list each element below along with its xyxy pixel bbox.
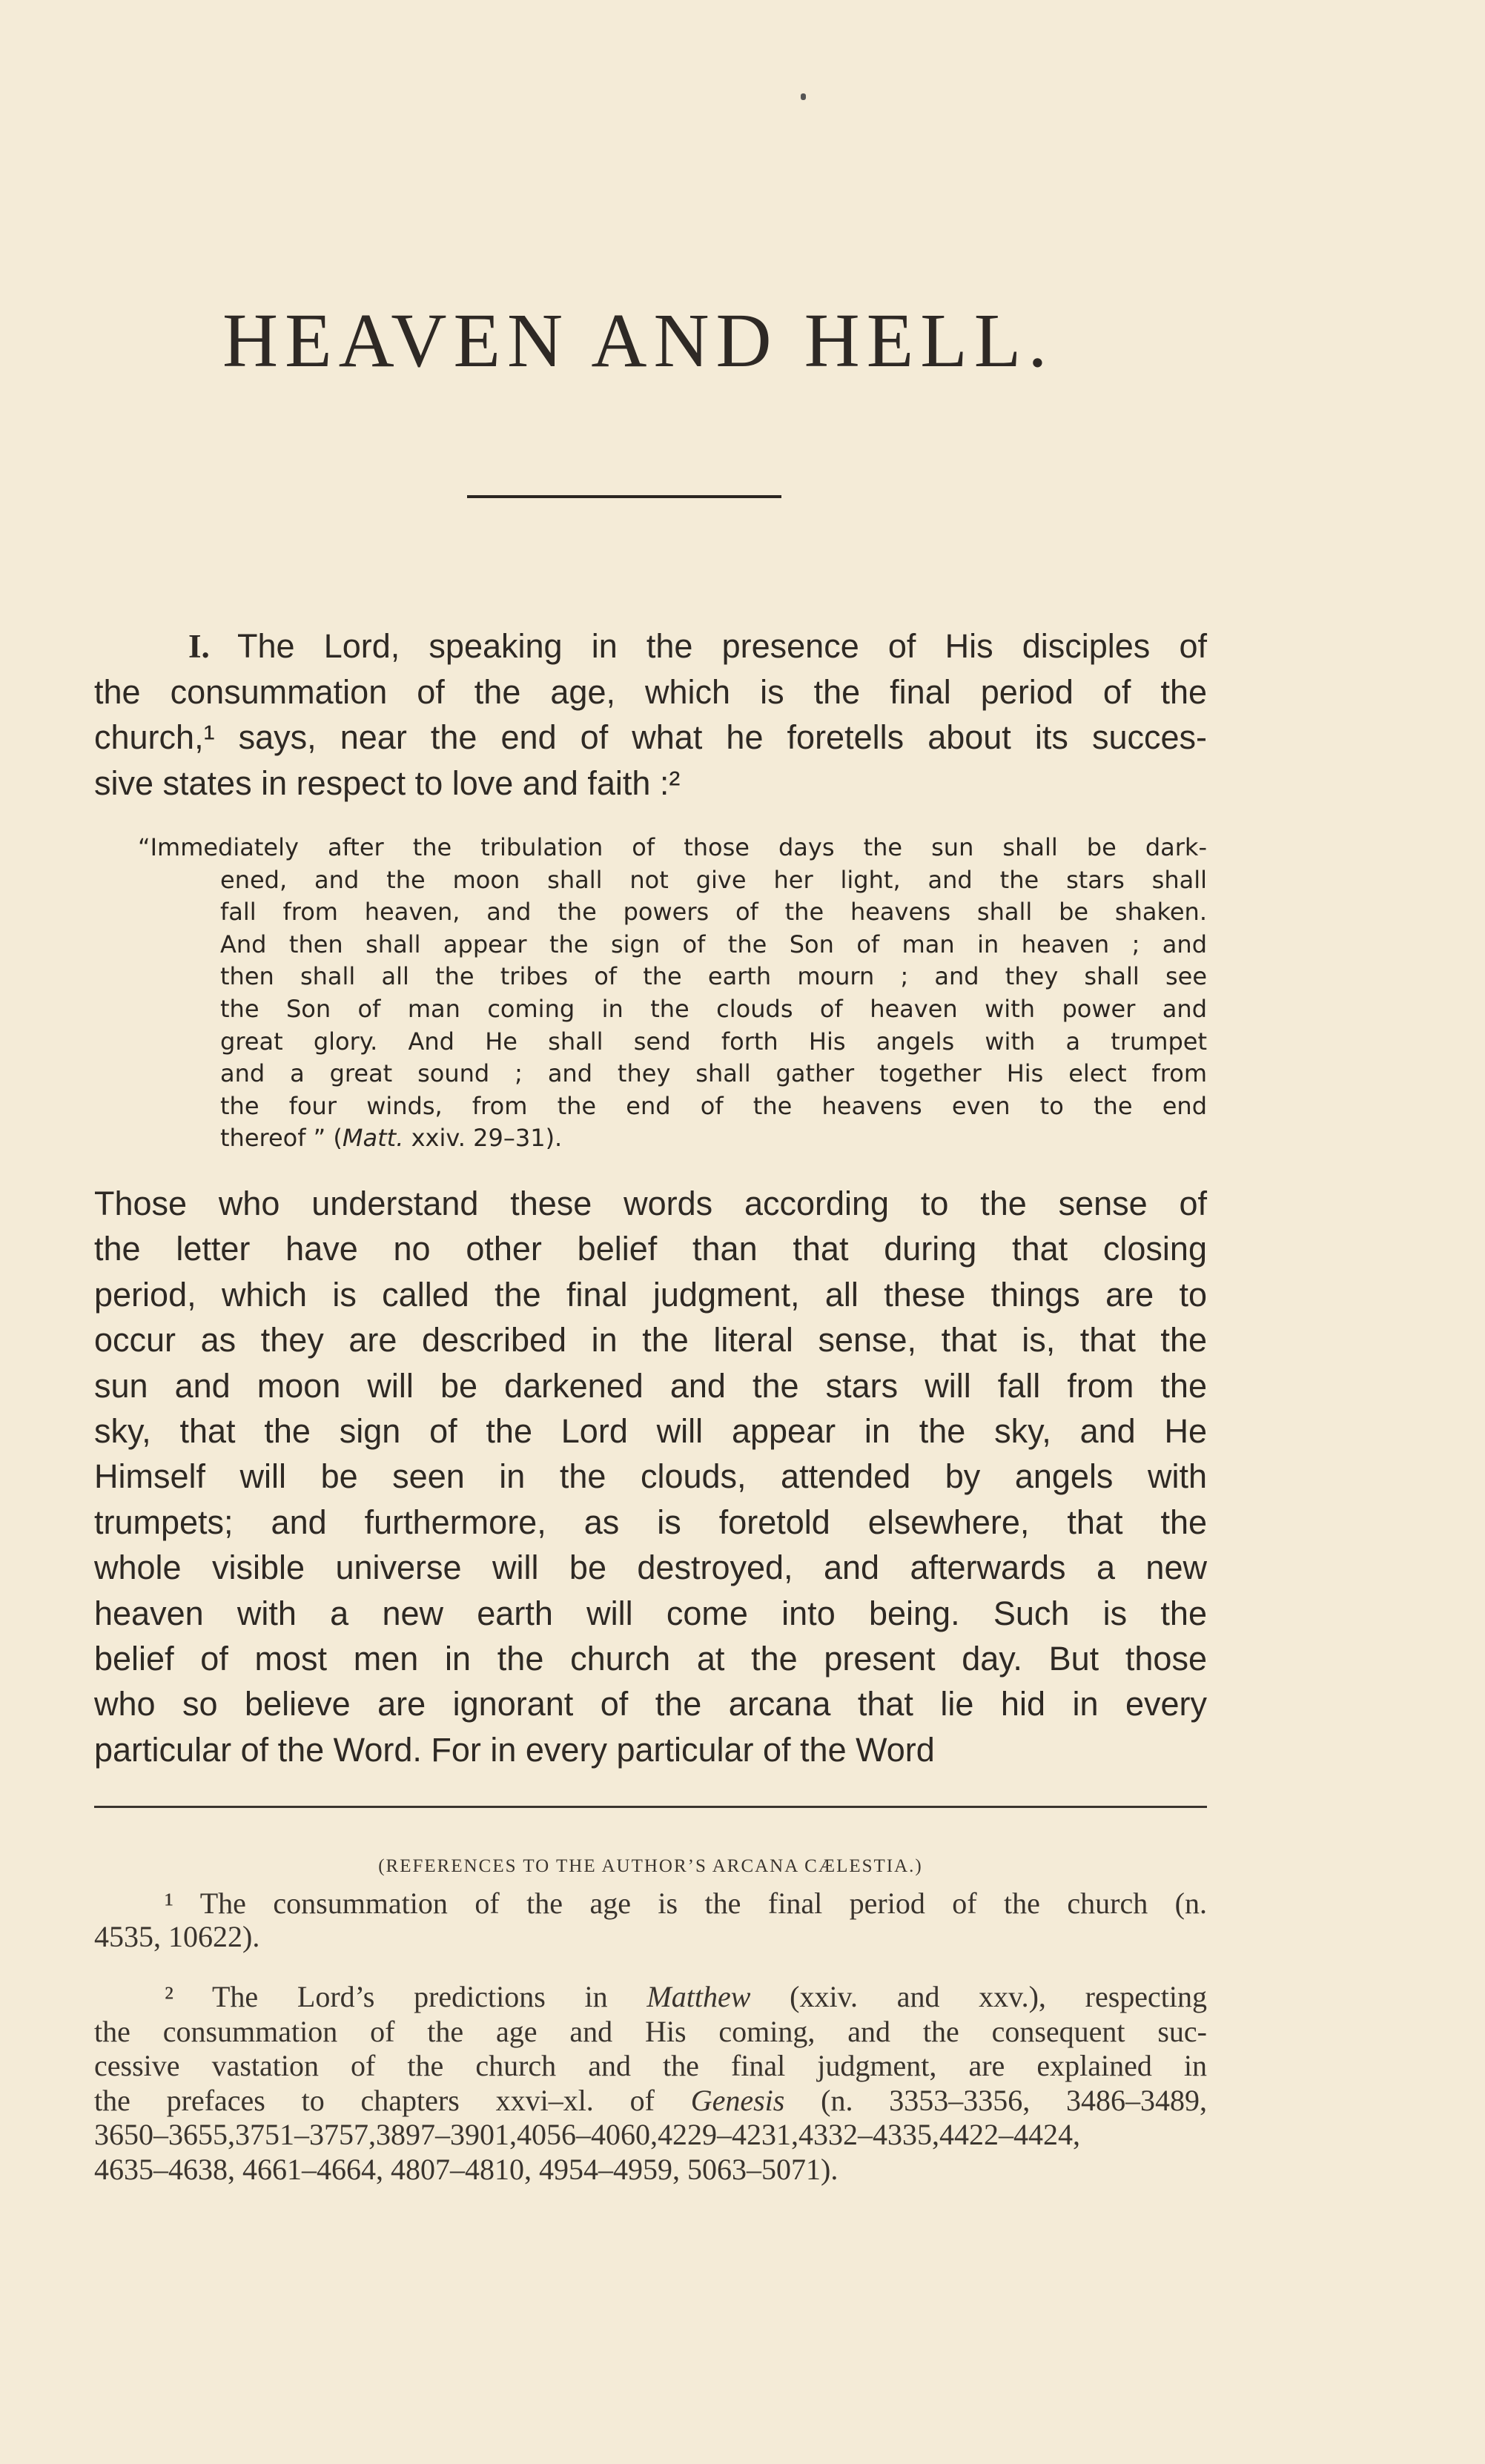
text-line: fall from heaven, and the powers of the heavens shall be shaken. (220, 898, 1207, 927)
italic-text: Matt. (342, 1124, 404, 1153)
text-line: and a great sound ; and they shall gather together His elect from (220, 1059, 1207, 1088)
scan-speck (801, 93, 806, 100)
text-line: the Son of man coming in the clouds of heaven with power and (220, 995, 1207, 1023)
text-line: cessive vastation of the church and the final judgment, are explained in (94, 2049, 1207, 2082)
text-line: who so believe are ignorant of the arcana that lie hid in every (94, 1685, 1207, 1723)
text-line: whole visible universe will be destroyed, and afterwards a new (94, 1549, 1207, 1587)
text-line: trumpets; and furthermore, as is foretold elsewhere, that the (94, 1503, 1207, 1541)
text-line: sun and moon will be darkened and the stars will fall from the (94, 1366, 1207, 1405)
text-line: then shall all the tribes of the earth mourn ; and they shall see (220, 962, 1207, 991)
footnote-divider (94, 1806, 1207, 1808)
text-line: The Lord, speaking in the presence of His disciples of (237, 627, 1207, 665)
text-line: the consummation of the age, which is the final period of the (94, 672, 1207, 711)
title-divider (467, 495, 781, 498)
italic-text: Genesis (690, 2083, 785, 2117)
text-line: ened, and the moon shall not give her light, and the stars shall (220, 865, 1207, 894)
italic-text: Matthew (646, 1980, 751, 2013)
page-title: HEAVEN AND HELL. (222, 298, 1054, 383)
text-line: ² The Lord’s predictions in Matthew (xxiv. and xxv.), respecting (165, 1980, 1208, 2013)
text-line: belief of most men in the church at the present day. But those (94, 1640, 1207, 1678)
text-line: the prefaces to chapters xxvi–xl. of Genesis (n. 3353–3356, 3486–3489, (94, 2083, 1208, 2117)
text-line: ¹ The consummation of the age is the final period of the church (n. (165, 1887, 1207, 1920)
text-line: occur as they are described in the literal sense, that is, that the (94, 1321, 1207, 1359)
section-number: I. (188, 628, 210, 665)
text-line: particular of the Word. For in every particular of the Word (94, 1730, 935, 1769)
text-line: the consummation of the age and His coming, and the consequent suc- (94, 2014, 1207, 2048)
text-line: the letter have no other belief than that during that closing (94, 1230, 1207, 1268)
text-line: thereof ” (Matt. xxiv. 29–31). (220, 1124, 563, 1153)
text-line: sky, that the sign of the Lord will appear in the sky, and He (94, 1412, 1207, 1450)
text-line: “Immediately after the tribulation of those days the sun shall be dark- (138, 833, 1207, 861)
text-line: 4535, 10622). (94, 1920, 260, 1953)
text-line: 4635–4638, 4661–4664, 4807–4810, 4954–4959, 5063–5071). (94, 2152, 839, 2186)
footnotes-heading: (REFERENCES TO THE AUTHOR’S ARCANA CÆLESTIA.) (378, 1856, 923, 1876)
text-line: the four winds, from the end of the heavens even to the end (220, 1091, 1207, 1120)
text-line: Himself will be seen in the clouds, attended by angels with (94, 1457, 1207, 1496)
text-line: And then shall appear the sign of the Son of man in heaven ; and (220, 930, 1207, 958)
text-line: 3650–3655,3751–3757,3897–3901,4056–4060,4229–4231,4332–4335,4422–4424, (94, 2118, 1080, 2151)
text-line: heaven with a new earth will come into being. Such is the (94, 1594, 1207, 1632)
text-line: church,¹ says, near the end of what he foretells about its succes- (94, 718, 1207, 757)
text-line: great glory. And He shall send forth His angels with a trumpet (220, 1027, 1207, 1056)
text-line: Those who understand these words according to the sense of (94, 1185, 1207, 1222)
text-line: period, which is called the final judgment, all these things are to (94, 1275, 1207, 1314)
text-line: sive states in respect to love and faith :² (94, 764, 681, 802)
